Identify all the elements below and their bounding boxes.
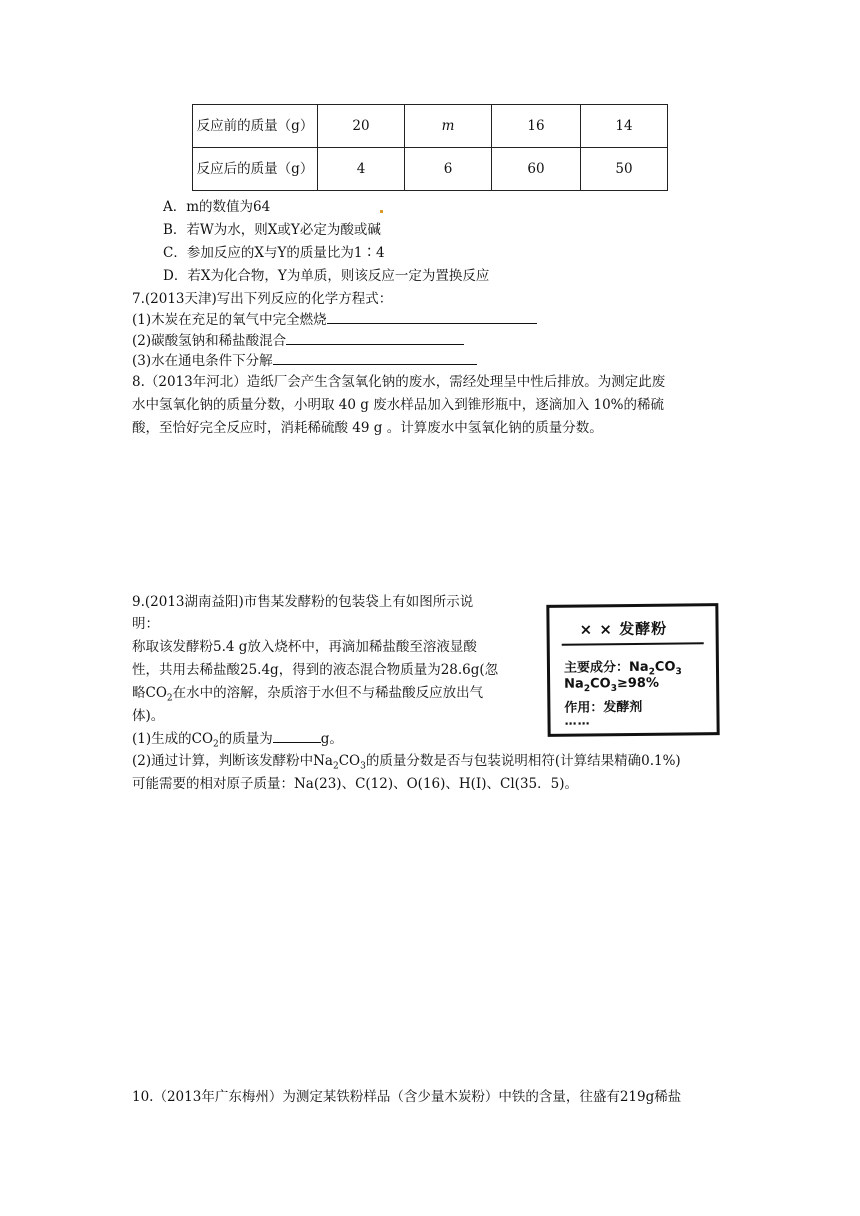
q9-atomic-masses: 可能需要的相对原子质量：Na(23)、C(12)、O(16)、H(I)、Cl(35．5)。 bbox=[132, 776, 578, 792]
q6-option-b: B．若W为水，则X或Y必定为酸或碱 bbox=[163, 222, 381, 238]
answer-blank[interactable] bbox=[327, 309, 537, 324]
subscript: 2 bbox=[332, 761, 339, 772]
q8-line-1: 8.（2013年河北）造纸厂会产生含氢氧化钠的废水，需经处理呈中性后排放。为测定此废 bbox=[132, 374, 666, 390]
mass-table bbox=[192, 104, 668, 191]
table-cell: 20 bbox=[318, 105, 405, 148]
label-content bbox=[564, 676, 659, 695]
q9-text: 略CO bbox=[132, 685, 167, 701]
q8-line-2: 水中氢氧化钠的质量分数，小明取 40 g 废水样品加入到锥形瓶中，逐滴加入 10%的稀硫 bbox=[132, 397, 664, 413]
q9-line-3: 称取该发酵粉5.4 g放入烧杯中，再滴加稀盐酸至溶液显酸 bbox=[132, 639, 477, 655]
subscript: 3 bbox=[675, 667, 682, 678]
answer-blank[interactable] bbox=[273, 350, 477, 365]
q6-option-c: C．参加反应的X与Y的质量比为1∶4 bbox=[163, 245, 385, 261]
table-cell: 14 bbox=[581, 105, 668, 148]
q9-text: 的质量为 bbox=[218, 731, 273, 747]
subscript: 2 bbox=[583, 684, 591, 695]
label-use: 作用：发酵剂 bbox=[564, 699, 643, 716]
table-cell: 4 bbox=[318, 148, 405, 191]
table-cell: 6 bbox=[405, 148, 492, 191]
answer-blank[interactable] bbox=[286, 330, 464, 345]
subscript: 2 bbox=[213, 739, 219, 750]
table-cell: 60 bbox=[492, 148, 581, 191]
q9-text: (2)通过计算，判断该发酵粉中Na bbox=[132, 753, 333, 769]
q9-text: 的质量分数是否与包装说明相符(计算结果精确0.1%) bbox=[365, 753, 681, 769]
q9-line-1: 9.(2013湖南益阳)市售某发酵粉的包装袋上有如图所示说 bbox=[132, 594, 474, 610]
answer-blank[interactable] bbox=[273, 728, 321, 743]
q7-item-text: (3)水在通电条件下分解 bbox=[132, 353, 273, 369]
q9-line-6: 体)。 bbox=[132, 708, 165, 724]
table-row bbox=[193, 148, 668, 191]
label-text: Na bbox=[564, 676, 584, 692]
q7-item-3 bbox=[132, 350, 477, 372]
q9-line-4: 性，共用去稀盐酸25.4g，得到的液态混合物质量为28.6g(忽 bbox=[132, 662, 499, 678]
subscript: 2 bbox=[648, 667, 656, 678]
q7-item-1 bbox=[132, 309, 537, 331]
label-title: × × 发酵粉 bbox=[579, 619, 668, 639]
label-ingredient bbox=[564, 655, 682, 678]
q9-text: CO bbox=[338, 753, 361, 769]
table-row-label: 反应后的质量（g） bbox=[193, 148, 318, 191]
label-text: CO bbox=[589, 676, 611, 692]
package-label-image bbox=[546, 603, 719, 737]
label-text: ≥98% bbox=[616, 675, 660, 692]
table-cell: 16 bbox=[492, 105, 581, 148]
table-cell: 50 bbox=[581, 148, 668, 191]
q9-text: 在水中的溶解，杂质溶于水但不与稀盐酸反应放出气 bbox=[172, 685, 484, 701]
q6-option-a: A．m的数值为64 bbox=[163, 199, 271, 215]
table-row-label: 反应前的质量（g） bbox=[193, 105, 318, 148]
label-text: CO bbox=[654, 659, 676, 675]
subscript: 3 bbox=[610, 683, 618, 694]
q6-option-d: D．若X为化合物，Y为单质，则该反应一定为置换反应 bbox=[163, 268, 490, 284]
q7-item-2 bbox=[132, 330, 464, 352]
subscript: 3 bbox=[360, 761, 366, 772]
q7-stem: 7.(2013天津)写出下列反应的化学方程式： bbox=[132, 291, 393, 307]
q7-item-text: (1)木炭在充足的氧气中完全燃烧 bbox=[132, 312, 327, 328]
label-dots: …… bbox=[564, 713, 591, 728]
q8-line-3: 酸，至恰好完全反应时，消耗稀硫酸 49 g 。计算废水中氢氧化钠的质量分数。 bbox=[132, 420, 603, 436]
q10-line-1: 10.（2013年广东梅州）为测定某铁粉样品（含少量木炭粉）中铁的含量，往盛有219g稀盐 bbox=[132, 1089, 682, 1105]
table-cell: m bbox=[405, 105, 492, 148]
scan-mark bbox=[380, 210, 383, 213]
q9-text: (1)生成的CO bbox=[132, 731, 214, 747]
table-row bbox=[193, 105, 668, 148]
label-divider bbox=[562, 642, 704, 645]
subscript: 2 bbox=[166, 693, 173, 704]
label-text: 主要成分：Na bbox=[563, 659, 649, 676]
q9-line-5 bbox=[132, 682, 483, 710]
q9-text: g。 bbox=[320, 731, 343, 747]
q9-line-2: 明： bbox=[132, 616, 159, 632]
q7-item-text: (2)碳酸氢钠和稀盐酸混合 bbox=[132, 333, 287, 349]
